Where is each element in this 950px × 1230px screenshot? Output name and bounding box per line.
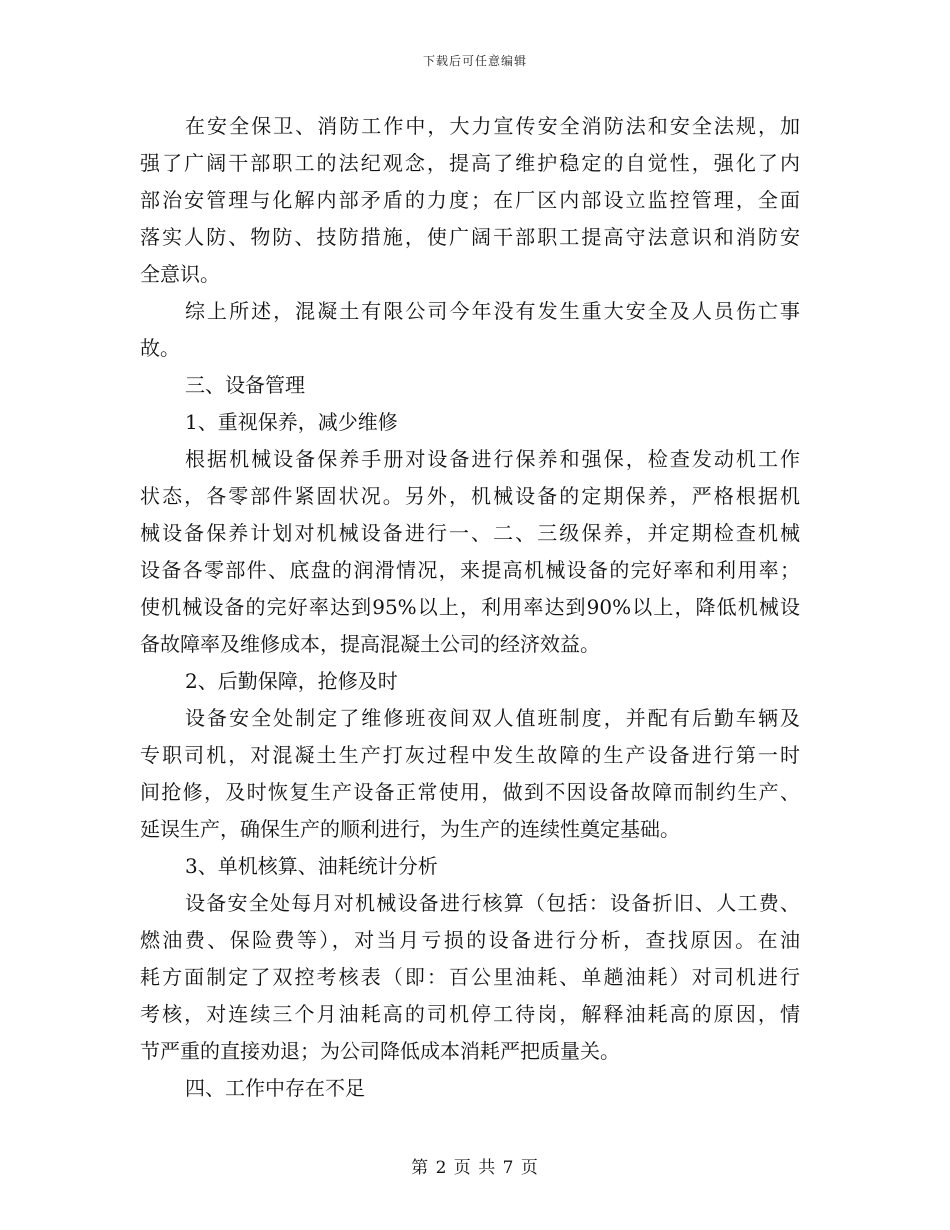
document-body xyxy=(140,108,800,1107)
paragraph xyxy=(140,885,800,1070)
paragraph xyxy=(140,441,800,663)
header-note: 下载后可任意编辑 xyxy=(422,54,527,68)
paragraph xyxy=(140,700,800,848)
paragraph-line: 械设备保养计划对机械设备进行一、二、三级保养，并定期检查机械 xyxy=(140,521,800,545)
paragraph xyxy=(140,404,800,441)
paragraph xyxy=(140,1070,800,1107)
paragraph-line: 延误生产，确保生产的顺利进行，为生产的连续性奠定基础。 xyxy=(140,817,680,841)
paragraph xyxy=(140,367,800,404)
paragraph-line: 四、工作中存在不足 xyxy=(185,1076,365,1100)
paragraph-line: 强了广阔干部职工的法纪观念，提高了维护稳定的自觉性，强化了内 xyxy=(140,151,800,175)
paragraph xyxy=(140,293,800,367)
paragraph-line: 间抢修，及时恢复生产设备正常使用，做到不因设备故障而制约生产、 xyxy=(140,780,800,804)
paragraph-line: 综上所述，混凝土有限公司今年没有发生重大安全及人员伤亡事 xyxy=(185,299,800,323)
paragraph-line: 部治安管理与化解内部矛盾的力度；在厂区内部设立监控管理，全面 xyxy=(140,188,800,212)
paragraph-line: 设备安全处制定了维修班夜间双人值班制度，并配有后勤车辆及 xyxy=(185,706,800,730)
paragraph-line: 燃油费、保险费等），对当月亏损的设备进行分析，查找原因。在油 xyxy=(140,928,800,952)
paragraph-line: 三、设备管理 xyxy=(185,373,305,397)
paragraph-line: 2、后勤保障，抢修及时 xyxy=(185,669,398,693)
paragraph-line: 根据机械设备保养手册对设备进行保养和强保，检查发动机工作 xyxy=(185,447,800,471)
paragraph-line: 1、重视保养，减少维修 xyxy=(185,410,398,434)
paragraph-line: 使机械设备的完好率达到95%以上，利用率达到90%以上，降低机械设 xyxy=(140,595,800,619)
paragraph-line: 备故障率及维修成本，提高混凝土公司的经济效益。 xyxy=(140,632,600,656)
paragraph-line: 考核，对连续三个月油耗高的司机停工待岗，解释油耗高的原因，情 xyxy=(140,1002,800,1026)
paragraph xyxy=(140,663,800,700)
paragraph-line: 在安全保卫、消防工作中，大力宣传安全消防法和安全法规，加 xyxy=(185,114,800,138)
paragraph-line: 设备各零部件、底盘的润滑情况，来提高机械设备的完好率和利用率； xyxy=(140,558,800,582)
paragraph-line: 3、单机核算、油耗统计分析 xyxy=(185,854,438,878)
paragraph-line: 设备安全处每月对机械设备进行核算（包括：设备折旧、人工费、 xyxy=(185,891,800,915)
paragraph-line: 节严重的直接劝退；为公司降低成本消耗严把质量关。 xyxy=(140,1039,620,1063)
paragraph-line: 耗方面制定了双控考核表（即：百公里油耗、单趟油耗）对司机进行 xyxy=(140,965,800,989)
paragraph-line: 落实人防、物防、技防措施，使广阔干部职工提高守法意识和消防安 xyxy=(140,225,800,249)
paragraph-line: 全意识。 xyxy=(140,262,220,286)
paragraph xyxy=(140,848,800,885)
paragraph-line: 专职司机，对混凝土生产打灰过程中发生故障的生产设备进行第一时 xyxy=(140,743,800,767)
paragraph-line: 故。 xyxy=(140,336,180,360)
page-number: 第 2 页 共 7 页 xyxy=(411,1158,539,1178)
paragraph-line: 状态，各零部件紧固状况。另外，机械设备的定期保养，严格根据机 xyxy=(140,484,800,508)
paragraph xyxy=(140,108,800,293)
